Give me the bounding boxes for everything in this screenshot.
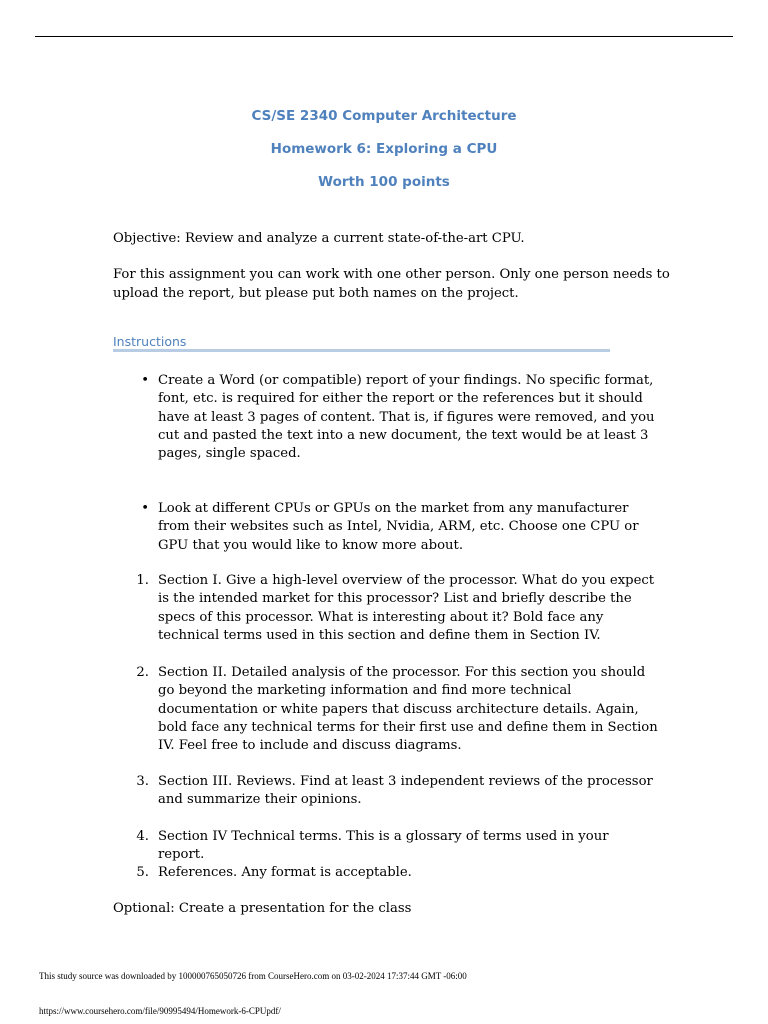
item-number: 2. — [136, 665, 149, 680]
course-title: CS/SE 2340 Computer Architecture — [251, 108, 517, 124]
numbered-item — [113, 773, 673, 810]
numbered-text: Section IV Technical terms. This is a glossary of terms used in your report. — [158, 829, 609, 863]
numbered-item — [113, 828, 673, 865]
numbered-item — [113, 572, 673, 645]
assignment-paragraph: For this assignment you can work with one other person. Only one person needs to upload the report, but please put both names on the project. — [113, 267, 670, 301]
item-number: 3. — [136, 774, 149, 789]
numbered-text: References. Any format is acceptable. — [158, 865, 412, 880]
points-title: Worth 100 points — [318, 174, 450, 190]
objective-paragraph: Objective: Review and analyze a current state-of-the-art CPU. — [113, 231, 525, 246]
numbered-text: Section I. Give a high-level overview of the processor. What do you expect is the intended market for this processor? List and briefly describe the specs of this processor. What is interesting about it? Bold face any technical terms used in this section and define them in Section IV. — [158, 573, 655, 643]
bullet-icon: • — [141, 373, 149, 388]
item-number: 5. — [136, 865, 149, 880]
bullet-text: Create a Word (or compatible) report of your findings. No specific format, font, etc. is required for either the report or the references but it should have at least 3 pages of content. That is, if figures were removed, and you cut and pasted the text into a new document, the text would be at least 3 pages, single spaced. — [158, 373, 655, 462]
numbered-item — [113, 664, 673, 755]
optional-paragraph: Optional: Create a presentation for the class — [113, 901, 412, 916]
bullet-item — [113, 500, 673, 555]
bullet-icon: • — [141, 501, 149, 516]
numbered-text: Section II. Detailed analysis of the processor. For this section you should go beyond the marketing information and find more technical documentation or white papers that discuss architecture details. Again, bold face any technical terms for their first use and define them in Section IV. Feel free to include and discuss diagrams. — [158, 665, 658, 754]
numbered-text: Section III. Reviews. Find at least 3 independent reviews of the processor and summarize their opinions. — [158, 774, 653, 808]
instructions-underline — [113, 349, 610, 352]
item-number: 1. — [136, 573, 149, 588]
item-number: 4. — [136, 829, 149, 844]
source-note: This study source was downloaded by 100000765050726 from CourseHero.com on 03-02-2024 17:37:44 GMT -06:00 — [39, 971, 467, 981]
instructions-heading: Instructions — [113, 334, 187, 349]
numbered-item — [113, 864, 673, 882]
homework-title: Homework 6: Exploring a CPU — [270, 141, 498, 157]
bullet-item — [113, 372, 673, 463]
source-url[interactable]: https://www.coursehero.com/file/90995494/Homework-6-CPUpdf/ — [39, 1006, 281, 1016]
bullet-text: Look at different CPUs or GPUs on the market from any manufacturer from their websites such as Intel, Nvidia, ARM, etc. Choose one CPU or GPU that you would like to know more about. — [158, 501, 639, 553]
top-rule — [35, 36, 733, 37]
